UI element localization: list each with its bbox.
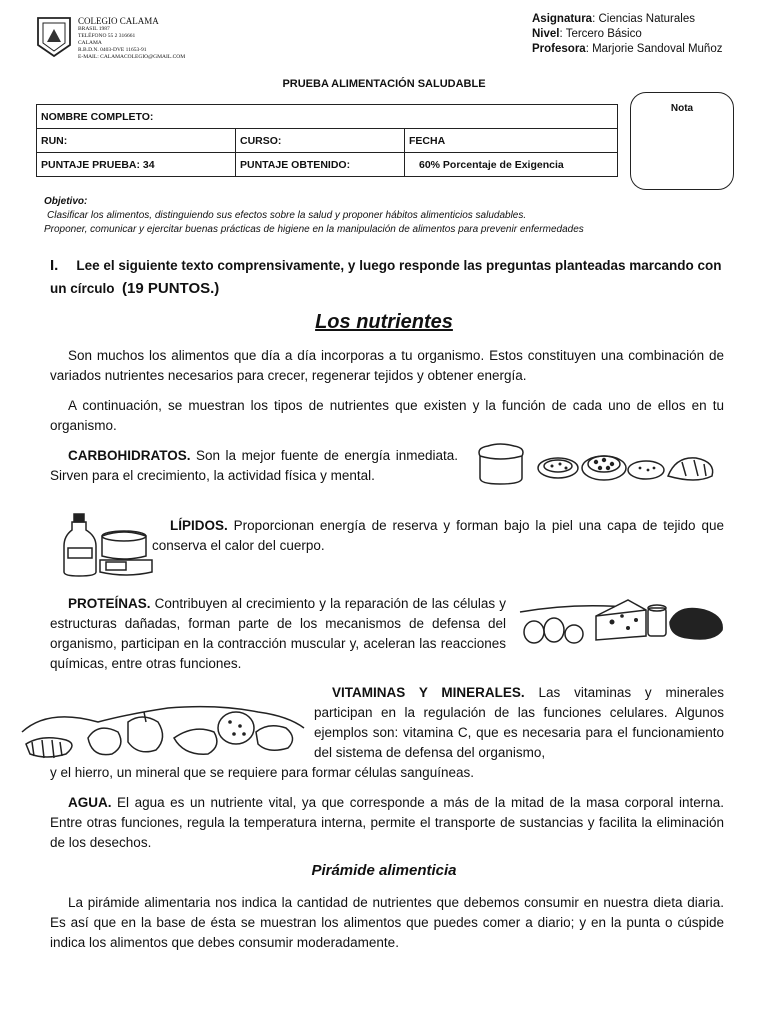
lipids-label: LÍPIDOS.	[170, 518, 228, 533]
school-line: TELÉFONO 55 2 316661	[78, 33, 136, 39]
objective-line-2: Proponer, comunicar y ejercitar buenas prácticas de higiene en la manipulación de alimentos para prevenir enfermedades	[44, 224, 584, 235]
vitamins-paragraph	[314, 683, 724, 763]
school-line: E-MAIL: CALAMACOLEGIO@GMAIL.COM	[78, 54, 186, 60]
objective	[44, 195, 584, 237]
objective-line-1: Clasificar los alimentos, distinguiendo sus efectos sobre la salud y proponer hábitos alimenticios saludables.	[47, 210, 527, 221]
proteins-text: Contribuyen al crecimiento y la reparación de las células y estructuras dañadas, forman parte de los mecanismos de defensa del organismo, participan en la contracción muscular y, aceleran las reacciones químicas, entre otras funciones.	[50, 596, 506, 671]
water-text: El agua es un nutriente vital, ya que corresponde a más de la mitad de la masa corporal interna. Entre otras funciones, regula la temperatura interna, permite el transporte de sustancias y facilita la eliminación de los desechos.	[50, 795, 724, 850]
water-label: AGUA.	[68, 795, 112, 810]
vitamins-text-2: y el hierro, un mineral que se requiere para formar células sanguíneas.	[50, 765, 474, 780]
header-info	[532, 12, 722, 57]
intro-text-1: Son muchos los alimentos que día a día incorporas a tu organismo. Estos constituyen una combinación de variados nutrientes necesarios para crecer, regenerar tejidos y obtener energía.	[50, 348, 724, 383]
obtained-score-field[interactable]: PUNTAJE OBTENIDO:	[236, 153, 405, 177]
test-title: PRUEBA ALIMENTACIÓN SALUDABLE	[282, 78, 486, 90]
main-title: Los nutrientes	[315, 311, 453, 333]
school-line: CALAMA	[78, 40, 102, 46]
grade-box[interactable]	[630, 92, 734, 190]
school-line: R.B.D.N. 0403-DVE 11653-91	[78, 47, 147, 53]
school-info	[78, 16, 185, 61]
run-field[interactable]: RUN:	[37, 129, 236, 153]
teacher-line: Profesora: Marjorie Sandoval Muñoz	[532, 43, 723, 55]
school-name: COLEGIO CALAMA	[78, 16, 159, 26]
lipids-paragraph	[152, 516, 724, 556]
vitamins-illustration	[18, 698, 308, 762]
section-instruction	[50, 254, 740, 300]
pyramid-title: Pirámide alimenticia	[311, 862, 457, 879]
intro-paragraph-2	[50, 396, 724, 436]
date-field[interactable]: FECHA	[405, 129, 618, 153]
vitamins-label: VITAMINAS Y MINERALES.	[332, 685, 525, 700]
water-paragraph	[50, 793, 724, 853]
teacher-label: Profesora	[532, 43, 586, 55]
lipids-illustration	[62, 512, 154, 578]
carbohydrates-illustration	[470, 440, 722, 492]
level-line: Nivel: Tercero Básico	[532, 28, 642, 40]
vitamins-paragraph-cont	[50, 763, 724, 783]
section-points: (19 PUNTOS.)	[122, 280, 220, 297]
carbohydrates-paragraph	[50, 446, 458, 486]
proteins-label: PROTEÍNAS.	[68, 596, 151, 611]
full-name-field[interactable]: NOMBRE COMPLETO:	[37, 105, 618, 129]
school-logo	[34, 15, 74, 59]
carbohydrates-text: Son la mejor fuente de energía inmediata. Sirven para el crecimiento, la actividad física y mental.	[50, 448, 458, 483]
intro-paragraph-1	[50, 346, 724, 386]
carbohydrates-label: CARBOHIDRATOS.	[68, 448, 191, 463]
level-value: Tercero Básico	[565, 28, 642, 40]
subject-line: Asignatura: Ciencias Naturales	[532, 13, 695, 25]
vitamins-text: Las vitaminas y minerales participan en la regulación de las funciones celulares. Algunos ejemplos son: vitamina C, que es necesaria para el funcionamiento del sistema de defensa del organismo,	[314, 685, 724, 760]
intro-text-2: A continuación, se muestran los tipos de nutrientes que existen y la función de cada uno de ellos en tu organismo.	[50, 398, 724, 433]
grade-label: Nota	[670, 103, 694, 114]
teacher-value: Marjorie Sandoval Muñoz	[592, 43, 723, 55]
proteins-paragraph	[50, 594, 506, 674]
section-number: I.	[50, 257, 59, 274]
proteins-illustration	[518, 592, 728, 644]
subject-label: Asignatura	[532, 13, 593, 25]
subject-value: Ciencias Naturales	[598, 13, 695, 25]
requirement-cell: 60% Porcentaje de Exigencia	[405, 153, 618, 177]
course-field[interactable]: CURSO:	[236, 129, 405, 153]
objective-label: Objetivo:	[44, 196, 88, 207]
section-instruction-text: Lee el siguiente texto comprensivamente, y luego responde las preguntas planteadas marcando con un círculo	[50, 258, 722, 296]
lipids-text: Proporcionan energía de reserva y forman bajo la piel una capa de tejido que conserva el calor del cuerpo.	[152, 518, 724, 553]
student-form	[36, 104, 618, 177]
pyramid-paragraph	[50, 893, 724, 953]
test-score-cell: PUNTAJE PRUEBA: 34	[37, 153, 236, 177]
pyramid-text: La pirámide alimentaria nos indica la cantidad de nutrientes que debemos consumir en nuestra dieta diaria. Es así que en la base de ésta se muestran los alimentos que puedes comer a diario; y en la punta o cúspide indica los alimentos que debes consumir moderadamente.	[50, 895, 724, 950]
level-label: Nivel	[532, 28, 560, 40]
school-line: BRASIL 1987	[78, 26, 110, 32]
